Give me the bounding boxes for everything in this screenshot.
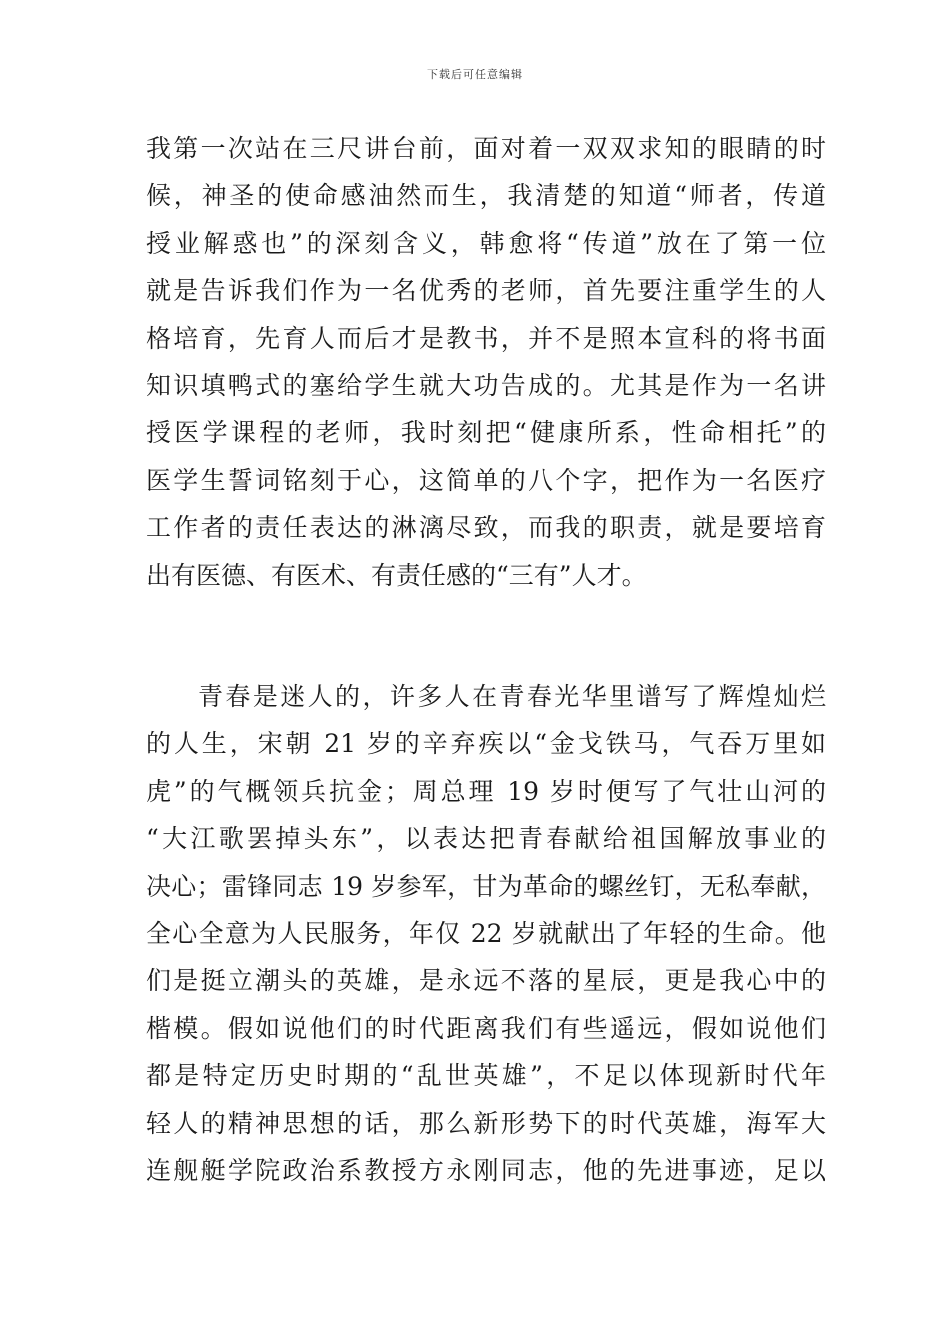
text-line: 轻人的精神思想的话，那么新形势下的时代英雄，海军大 [146, 1108, 826, 1138]
paragraph [146, 125, 826, 599]
page-header-note: 下载后可任意编辑 [427, 68, 523, 81]
text-line: 青春是迷人的，许多人在青春光华里谱写了辉煌灿烂 [198, 682, 826, 711]
text-line: 全心全意为人民服务，年仅 22 岁就献出了年轻的生命。他 [146, 918, 826, 948]
text-line: 决心；雷锋同志 19 岁参军，甘为革命的螺丝钉，无私奉献， [146, 871, 826, 901]
text-line: 们是挺立潮头的英雄，是永远不落的星辰，更是我心中的 [146, 966, 826, 996]
text-line: 格培育，先育人而后才是教书，并不是照本宣科的将书面 [146, 323, 826, 353]
text-line: 楷模。假如说他们的时代距离我们有些遥远，假如说他们 [146, 1013, 826, 1043]
text-line: 医学生誓词铭刻于心，这简单的八个字，把作为一名医疗 [146, 465, 826, 495]
paragraph [146, 673, 826, 1194]
text-line: 知识填鸭式的塞给学生就大功告成的。尤其是作为一名讲 [146, 370, 826, 400]
text-line: 授业解惑也”的深刻含义，韩愈将“传道”放在了第一位 [146, 228, 826, 258]
text-line: 连舰艇学院政治系教授方永刚同志，他的先进事迹，足以 [146, 1155, 826, 1185]
text-line: 虎”的气概领兵抗金；周总理 19 岁时便写了气壮山河的 [146, 776, 826, 806]
text-line: 工作者的责任表达的淋漓尽致，而我的职责，就是要培育 [146, 513, 826, 543]
text-line: 授医学课程的老师，我时刻把“健康所系，性命相托”的 [146, 418, 826, 448]
text-line: 的人生，宋朝 21 岁的辛弃疾以“金戈铁马，气吞万里如 [146, 729, 826, 759]
text-line: 我第一次站在三尺讲台前，面对着一双双求知的眼睛的时 [146, 134, 826, 163]
text-line: 都是特定历史时期的“乱世英雄”，不足以体现新时代年 [146, 1061, 826, 1091]
text-line: 出有医德、有医术、有责任感的“三有”人才。 [146, 560, 647, 590]
text-line: 候，神圣的使命感油然而生，我清楚的知道“师者，传道 [146, 181, 826, 211]
text-line: 就是告诉我们作为一名优秀的老师，首先要注重学生的人 [146, 276, 826, 306]
text-line: “大江歌罢掉头东”，以表达把青春献给祖国解放事业的 [146, 824, 826, 854]
